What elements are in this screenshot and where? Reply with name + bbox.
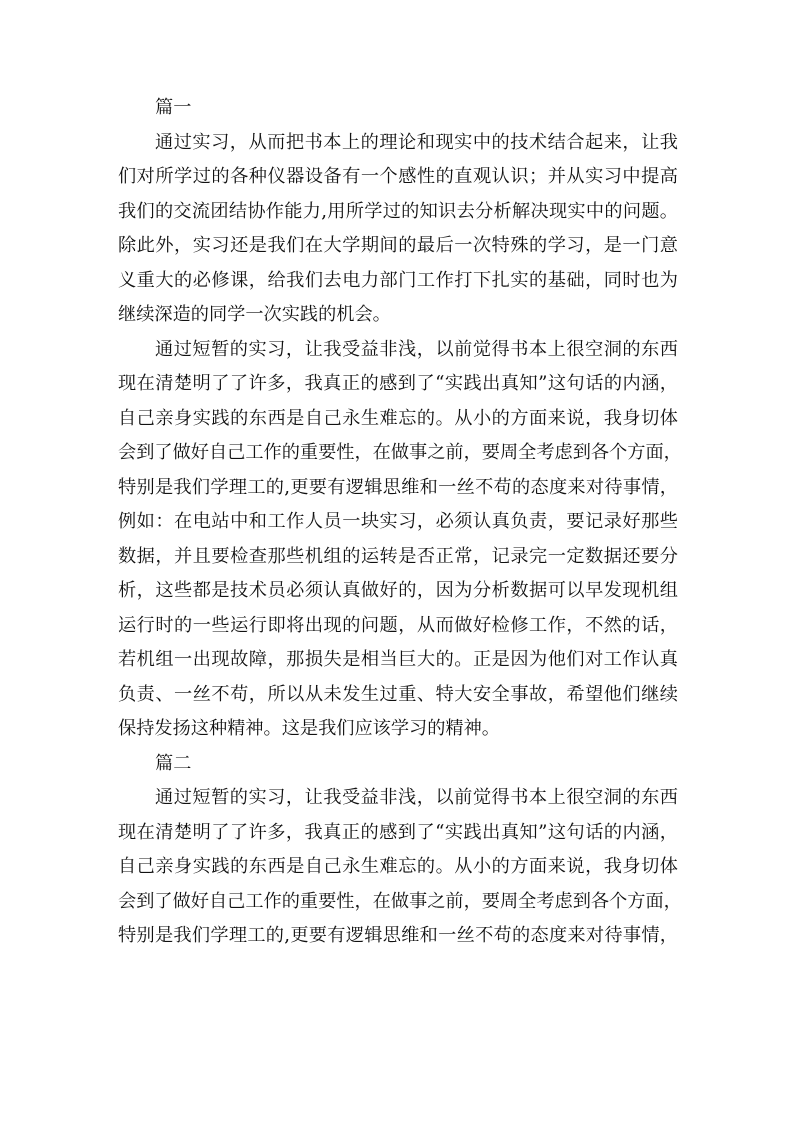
paragraph-line: 特别是我们学理工的,更要有逻辑思维和一丝不苟的态度来对待事情， <box>118 925 678 946</box>
section-title-1: 篇一 <box>155 97 192 118</box>
paragraph-line: 我们的交流团结协作能力,用所学过的知识去分析解决现实中的问题。 <box>118 200 678 222</box>
paragraph-line: 自己亲身实践的东西是自己永生难忘的。从小的方面来说，我身切体 <box>118 856 678 877</box>
paragraph-line: 义重大的必修课，给我们去电力部门工作打下扎实的基础，同时也为 <box>118 269 678 291</box>
paragraph-2-1 <box>118 781 682 954</box>
paragraph-line: 数据，并且要检查那些机组的运转是否正常，记录完一定数据还要分 <box>118 545 678 567</box>
paragraph-line: 通过实习，从而把书本上的理论和现实中的技术结合起来，让我 <box>155 131 678 153</box>
paragraph-1-2 <box>118 333 682 747</box>
paragraph-line: 们对所学过的各种仪器设备有一个感性的直观认识；并从实习中提高 <box>118 166 678 187</box>
paragraph-line: 现在清楚明了了许多，我真正的感到了“实践出真知”这句话的内涵， <box>118 821 678 843</box>
paragraph-line: 析，这些都是技术员必须认真做好的，因为分析数据可以早发现机组 <box>118 580 678 601</box>
paragraph-line: 除此外，实习还是我们在大学期间的最后一次特殊的学习，是一门意 <box>118 235 678 256</box>
paragraph-line: 通过短暂的实习，让我受益非浅，以前觉得书本上很空洞的东西 <box>155 787 678 808</box>
section-title-2: 篇二 <box>155 752 192 774</box>
paragraph-line: 自己亲身实践的东西是自己永生难忘的。从小的方面来说，我身切体 <box>118 407 678 429</box>
paragraph-line: 特别是我们学理工的,更要有逻辑思维和一丝不苟的态度来对待事情， <box>118 476 678 498</box>
paragraph-line: 继续深造的同学一次实践的机会。 <box>118 304 391 325</box>
paragraph-line: 通过短暂的实习，让我受益非浅，以前觉得书本上很空洞的东西 <box>155 338 678 360</box>
paragraph-line: 若机组一出现故障，那损失是相当巨大的。正是因为他们对工作认真 <box>118 649 678 670</box>
paragraph-line: 例如：在电站中和工作人员一块实习，必须认真负责，要记录好那些 <box>118 511 678 532</box>
paragraph-line: 会到了做好自己工作的重要性，在做事之前，要周全考虑到各个方面， <box>118 890 682 912</box>
paragraph-line: 会到了做好自己工作的重要性，在做事之前，要周全考虑到各个方面， <box>118 442 682 463</box>
paragraph-line: 保持发扬这种精神。这是我们应该学习的精神。 <box>118 718 500 739</box>
paragraph-line: 现在清楚明了了许多，我真正的感到了“实践出真知”这句话的内涵， <box>118 373 678 394</box>
paragraph-line: 负责、一丝不苟，所以从未发生过重、特大安全事故，希望他们继续 <box>118 683 678 705</box>
paragraph-1-1 <box>118 126 678 333</box>
paragraph-line: 运行时的一些运行即将出现的问题，从而做好检修工作，不然的话， <box>118 614 678 636</box>
document-body <box>118 91 682 954</box>
